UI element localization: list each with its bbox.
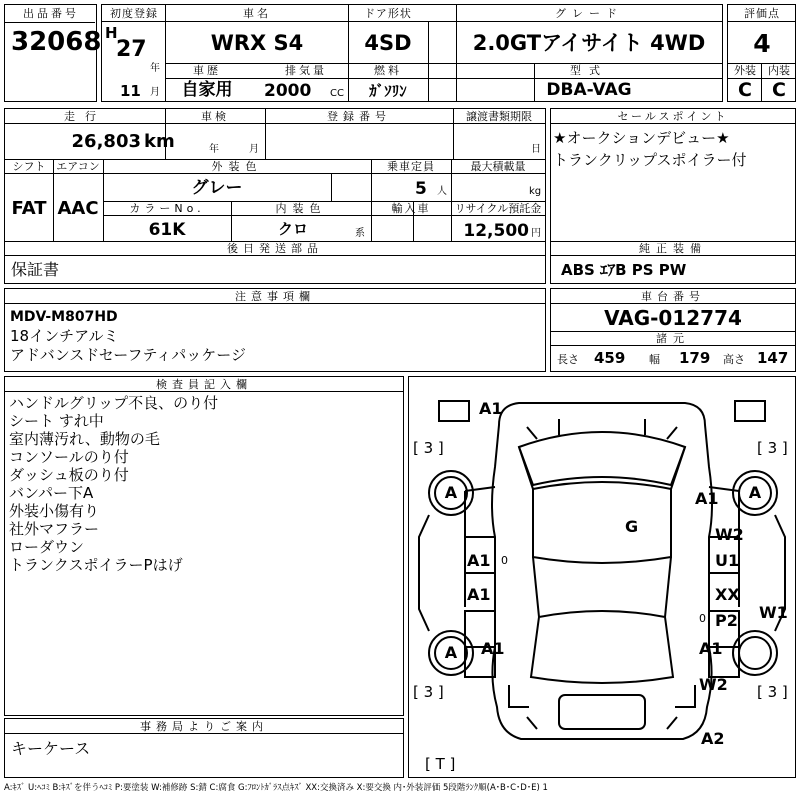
notes-line-3: アドバンスドセーフティパッケージ	[10, 346, 246, 364]
inspector-line-10: トランクスポイラーPはげ	[9, 556, 183, 574]
aircon-label: エアコン	[56, 160, 100, 173]
insp-year: 年	[209, 144, 219, 155]
fuel-label: 燃料	[374, 64, 402, 77]
shift-label: シフト	[12, 160, 46, 173]
header-main-box	[101, 4, 723, 102]
era: H	[105, 24, 118, 42]
mileage: 26,803	[71, 131, 141, 152]
inspector-line-7: 外装小傷有り	[9, 502, 100, 520]
first-reg-year: 27	[116, 37, 147, 62]
capacity: 5	[415, 179, 427, 199]
ext-label: 外装	[734, 64, 756, 77]
inspector-box	[4, 376, 404, 716]
office-label: 事務局よりご案内	[140, 720, 268, 733]
damage-mark: A1	[481, 639, 505, 658]
standard-equipment-label: 純正装備	[639, 242, 707, 255]
inspector-line-3: 室内薄汚れ、動物の毛	[9, 430, 160, 448]
width-label: 幅	[649, 353, 660, 366]
yen-unit: 円	[531, 228, 541, 239]
inspector-line-5: ダッシュ板のり付	[9, 466, 129, 484]
door-type: 4SD	[364, 31, 412, 55]
width: 179	[679, 349, 711, 367]
legend: A:ｷｽﾞ U:ﾍｺﾐ B:ｷｽﾞを伴うﾍｺﾐ P:要塗装 W:補修跡 S:錆 C:腐食 G:ﾌﾛﾝﾄｶﾞﾗｽ点ｷｽﾞ XX:交換済み X:要交換 内･外装評価 5段階ﾗﾝｸ順(A･B･C･D･E) 1	[4, 783, 548, 793]
first-reg-label: 初度登録	[110, 7, 158, 20]
damage-mark: A	[748, 483, 762, 502]
height: 147	[757, 349, 789, 367]
transfer-day: 日	[531, 144, 541, 155]
length: 459	[594, 349, 626, 367]
damage-mark: A1	[695, 489, 719, 508]
inspector-line-6: バンパー下A	[9, 484, 94, 502]
damage-mark: W2	[699, 675, 728, 694]
door-label: ドア形状	[364, 7, 412, 20]
notes-line-2: 18インチアルミ	[10, 327, 119, 345]
damage-mark: A	[444, 643, 458, 662]
color: グレー	[191, 178, 243, 198]
plate-label: 登録番号	[327, 110, 391, 123]
grade: 2.0GTアイサイト 4WD	[472, 31, 706, 55]
notes-label: 注意事項欄	[235, 290, 315, 303]
selling-point-1: ★オークションデビュー★	[553, 129, 730, 147]
transfer-label: 譲渡書類期限	[466, 110, 532, 123]
damage-mark: W1	[759, 603, 788, 622]
ext-grade: C	[738, 79, 752, 101]
insp-month: 月	[249, 144, 259, 155]
first-reg-month: 11	[120, 82, 141, 100]
chassis-box	[550, 288, 796, 372]
chassis-label: 車台番号	[641, 290, 705, 303]
damage-mark: A1	[479, 399, 503, 418]
month-unit: 月	[150, 87, 160, 98]
damage-mark: W2	[715, 525, 744, 544]
model-code-label: 型式	[570, 64, 608, 77]
inspector-line-9: ローダウン	[9, 538, 85, 556]
score: 4	[753, 29, 771, 58]
shift: FAT	[11, 198, 47, 219]
score-box	[727, 4, 796, 102]
selling-points-label: セールスポイント	[617, 110, 729, 123]
inspection-label: 車検	[201, 110, 229, 123]
model-code: DBA-VAG	[546, 80, 632, 100]
tire-label-rr: [ 3 ]	[757, 683, 788, 701]
car-diagram	[409, 377, 797, 779]
inspector-label: 検査員記入欄	[156, 378, 252, 391]
damage-mark: G	[625, 517, 639, 536]
inspector-line-4: コンソールのり付	[9, 448, 129, 466]
color-no-label: カラーNo.	[129, 202, 205, 215]
car-name: WRX S4	[210, 31, 304, 55]
car-diagram-box	[408, 376, 796, 778]
rocker-mark-right: 0	[699, 612, 706, 625]
damage-mark: A2	[701, 729, 725, 748]
selling-point-2: トランクリップスポイラー付	[553, 151, 747, 169]
grade-label: グレード	[555, 7, 623, 20]
damage-mark: A	[444, 483, 458, 502]
history-label: 車歴	[193, 64, 221, 77]
history: 自家用	[181, 80, 233, 100]
km-unit: km	[144, 131, 175, 152]
tire-label-rl: [ 3 ]	[413, 683, 444, 701]
inspector-line-8: 社外マフラー	[9, 520, 100, 538]
chassis-number: VAG-012774	[604, 306, 742, 330]
cc-unit: CC	[330, 88, 344, 99]
recycle-label: リサイクル預託金	[454, 202, 542, 215]
notes-line-1: MDV-M807HD	[10, 309, 118, 325]
later-parts: 保証書	[11, 260, 60, 279]
capacity-label: 乗車定員	[387, 160, 435, 173]
load-label: 最大積載量	[470, 160, 526, 173]
interior: クロ	[277, 220, 309, 238]
inspector-line-1: ハンドルグリップ不良、のり付	[9, 394, 219, 412]
color-no: 61K	[148, 220, 186, 240]
damage-mark: A1	[699, 639, 723, 658]
office-note: キーケース	[11, 739, 91, 758]
damage-mark: P2	[715, 611, 738, 630]
displacement: 2000	[264, 81, 312, 101]
standard-equipment: ABS ｴｱB PS PW	[561, 261, 687, 279]
notes-box	[4, 288, 546, 372]
aircon: AAC	[57, 198, 99, 219]
inspector-line-2: シート すれ中	[9, 412, 104, 430]
damage-mark: U1	[715, 551, 740, 570]
score-label: 評価点	[744, 7, 780, 20]
tire-label-fl: [ 3 ]	[413, 439, 444, 457]
damage-mark: A1	[467, 585, 491, 604]
kg-unit: kg	[529, 186, 542, 197]
selling-points-box	[550, 108, 796, 284]
kei-unit: 系	[355, 228, 365, 239]
damage-mark: A1	[467, 551, 491, 570]
details-box	[4, 108, 546, 284]
height-label: 高さ	[723, 353, 745, 366]
office-box	[4, 718, 404, 778]
import-label: 輸入車	[391, 202, 431, 215]
tire-label-fr: [ 3 ]	[757, 439, 788, 457]
interior-label: 内装色	[275, 202, 327, 215]
fuel: ｶﾞｿﾘﾝ	[369, 82, 407, 100]
displacement-label: 排気量	[285, 64, 327, 77]
dims-label: 諸元	[656, 332, 690, 345]
damage-mark: XX	[715, 585, 740, 604]
lot-number-box	[4, 4, 102, 102]
int-label: 内装	[768, 64, 790, 77]
tire-label-spare: [ T ]	[425, 755, 456, 773]
lot-label: 出品番号	[23, 7, 79, 20]
later-label: 後日発送部品	[227, 242, 323, 255]
person-unit: 人	[437, 186, 447, 197]
int-grade: C	[772, 79, 786, 101]
recycle: 12,500	[463, 221, 529, 241]
rocker-mark-left: 0	[501, 554, 508, 567]
year-unit: 年	[150, 63, 160, 74]
mileage-label: 走行	[64, 110, 106, 123]
length-label: 長さ	[557, 353, 579, 366]
car-name-label: 車名	[243, 7, 271, 20]
car-outline	[419, 401, 785, 739]
lot-number: 32068	[11, 27, 102, 57]
color-label: 外装色	[211, 160, 263, 173]
